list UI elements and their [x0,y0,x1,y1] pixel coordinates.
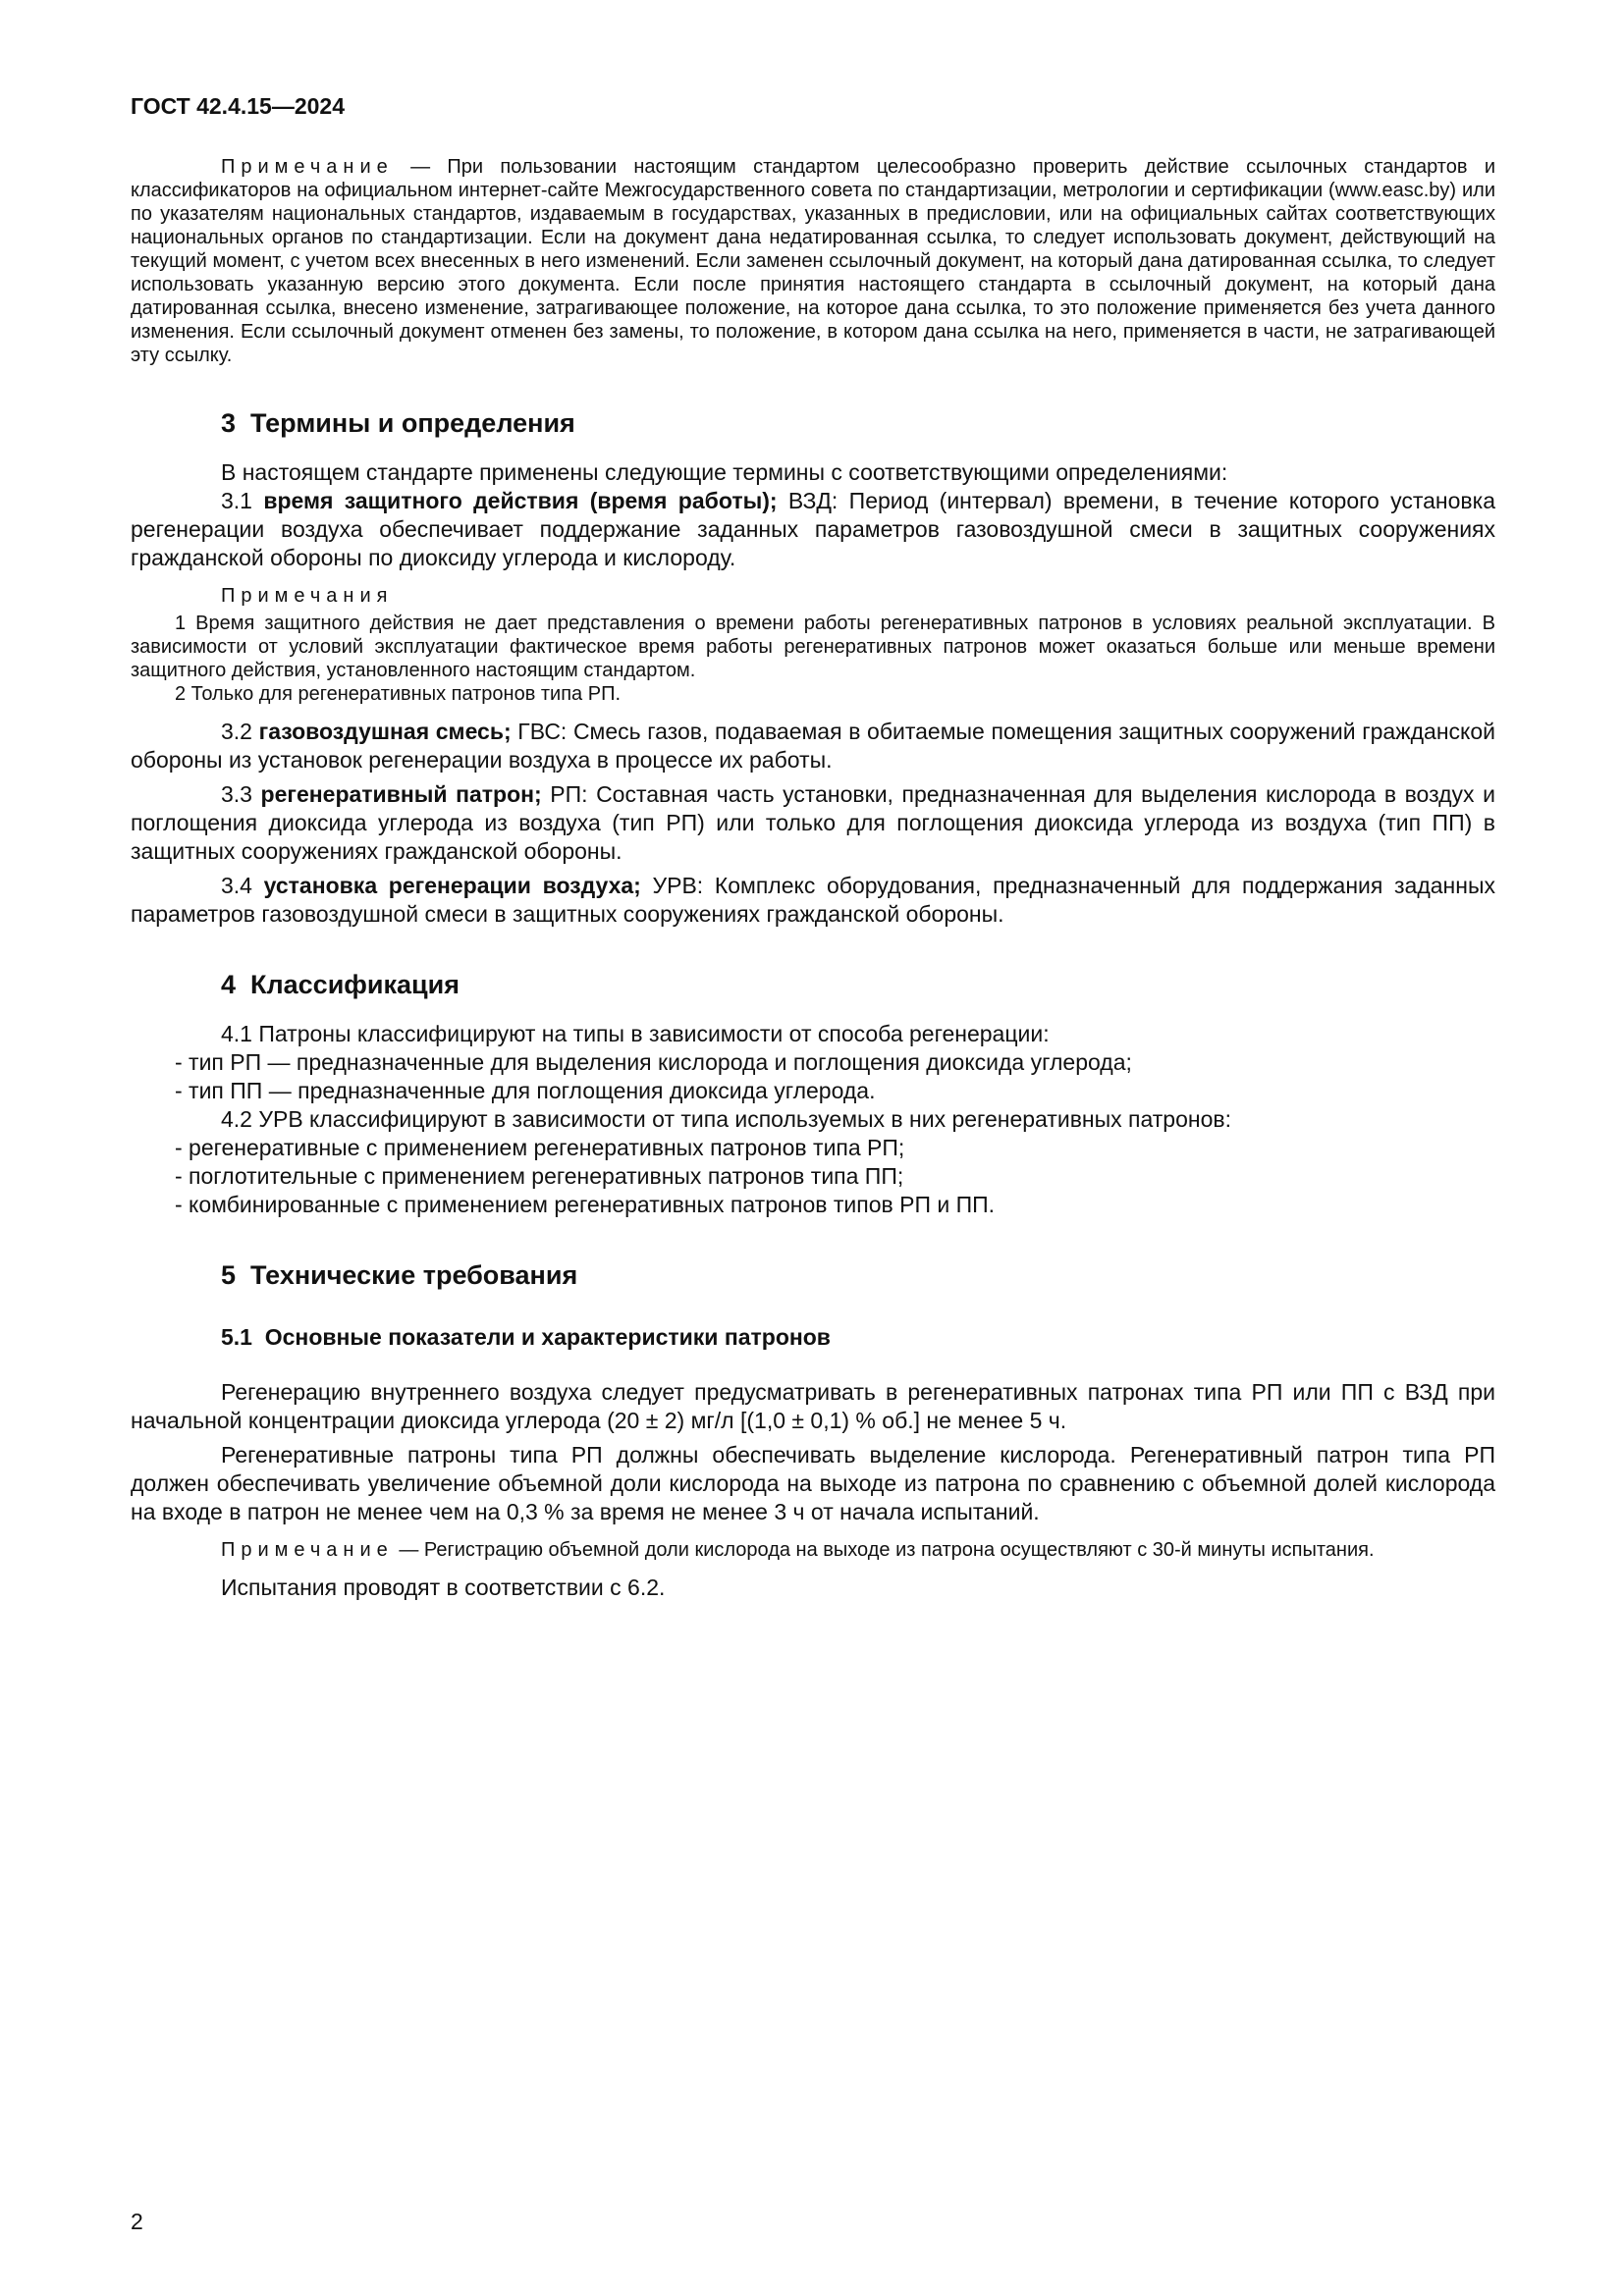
section-3-intro: В настоящем стандарте применены следующие термины с соответствующими определениями: [221,459,1228,485]
notes-label: Примечания [221,585,394,607]
note-item-1: 1 Время защитного действия не дает представления о времени работы регенеративных патронов в условиях реальной эксплуатации. В зависимости от условий эксплуатации фактическое время работы регенеративных патронов может оказаться больше или меньше времени защитного действия, установленного настоящим стандартом. [131,613,1495,681]
subsection-5-1-heading: 5.1 Основные показатели и характеристики патронов [221,1324,831,1350]
note-item-2: 2 Только для регенеративных патронов типа РП. [175,683,622,705]
paragraph-tests: Испытания проводят в соответствии с 6.2. [221,1575,666,1600]
note-text: — Регистрацию объемной доли кислорода на выходе из патрона осуществляют с 30-й минуты испытания. [393,1539,1375,1561]
section-5-heading: 5 Технические требования [221,1260,578,1290]
section-4-heading: 4 Классификация [221,970,460,999]
list-item: - тип ПП — предназначенные для поглощения диоксида углерода. [175,1078,876,1103]
term-name: регенеративный патрон; [260,781,551,807]
term-definition: ВЗД: Период (интервал) времени, в течение которого установка регенерации воздуха обеспечивает поддержание заданных параметров газовоздушной смеси в защитных сооружениях гражданской обороны по диоксиду углерода и кислороду. [131,488,1496,570]
clause-4-1: 4.1 Патроны классифицируют на типы в зависимости от способа регенерации: [221,1021,1050,1046]
term-name: установка регенерации воздуха; [263,873,653,898]
term-3-1 [131,487,1495,572]
term-definition: ГВС: Смесь газов, подаваемая в обитаемые помещения защитных сооружений гражданской обороны из установок регенерации воздуха в процессе их работы. [131,719,1495,773]
page-number: 2 [131,2209,143,2234]
term-number: 3.1 [221,488,264,513]
term-definition: УРВ: Комплекс оборудования, предназначенный для поддержания заданных параметров газовоздушной смеси в защитных сооружениях гражданской обороны. [131,873,1495,927]
note-text: — При пользовании настоящим стандартом целесообразно проверить действие ссылочных стандартов и классификаторов на официальном интернет-сайте Межгосударственного совета по стандартизации, метрологии и сертификации (www.easc.by) или по указателям национальных стандартов, издаваемым в государствах, указанных в предисловии, или на официальных сайтах соответствующих национальных органов по стандартизации. Если на документ дана недатированная ссылка, то следует использовать документ, действующий на текущий момент, с учетом всех внесенных в него изменений. Если заменен ссылочный документ, на который дана датированная ссылка, то следует использовать указанную версию этого документа. Если после принятия настоящего стандарта в ссылочный документ, на который дана датированная ссылка, внесено изменение, затрагивающее положение, на которое дана ссылка, то это положение применяется без учета данного изменения. Если ссылочный документ отменен без замены, то положение, в котором дана ссылка на него, применяется в части, не затрагивающей эту ссылку. [131,156,1495,366]
list-item: - регенеративные с применением регенеративных патронов типа РП; [175,1135,905,1160]
list-item: - комбинированные с применением регенеративных патронов типов РП и ПП. [175,1192,996,1217]
term-number: 3.4 [221,873,264,898]
note-oxygen-registration [131,1538,1495,1562]
term-name: время защитного действия (время работы); [263,488,788,513]
term-3-3 [131,780,1495,866]
section-3-heading: 3 Термины и определения [221,408,575,438]
note-label: Примечание [221,156,394,178]
term-number: 3.3 [221,781,261,807]
term-number: 3.2 [221,719,259,744]
list-item: - тип РП — предназначенные для выделения кислорода и поглощения диоксида углерода; [175,1049,1132,1075]
references-note [131,155,1495,367]
clause-4-2: 4.2 УРВ классифицируют в зависимости от типа используемых в них регенеративных патронов: [221,1106,1231,1132]
term-3-2 [131,718,1495,774]
notes-3-1 [131,584,1495,706]
term-3-4 [131,872,1495,929]
doc-number: ГОСТ 42.4.15—2024 [131,93,346,119]
paragraph-regeneration: Регенерацию внутреннего воздуха следует предусматривать в регенеративных патронах типа РП или ПП с ВЗД при начальной концентрации диоксида углерода (20 ± 2) мг/л [(1,0 ± 0,1) % об.] не менее 5 ч. [131,1379,1495,1433]
paragraph-oxygen: Регенеративные патроны типа РП должны обеспечивать выделение кислорода. Регенеративный патрон типа РП должен обеспечивать увеличение объемной доли кислорода на выходе из патрона по сравнению с объемной долей кислорода на входе в патрон не менее чем на 0,3 % за время не менее 3 ч от начала испытаний. [131,1442,1495,1524]
list-item: - поглотительные с применением регенеративных патронов типа ПП; [175,1163,904,1189]
term-name: газовоздушная смесь; [258,719,518,744]
note-label: Примечание [221,1539,394,1561]
term-definition: РП: Составная часть установки, предназначенная для выделения кислорода в воздух и поглощения диоксида углерода из воздуха (тип РП) или только для поглощения диоксида углерода из воздуха (тип ПП) в защитных сооружениях гражданской обороны. [131,781,1495,864]
notes-label-line [131,584,1495,608]
